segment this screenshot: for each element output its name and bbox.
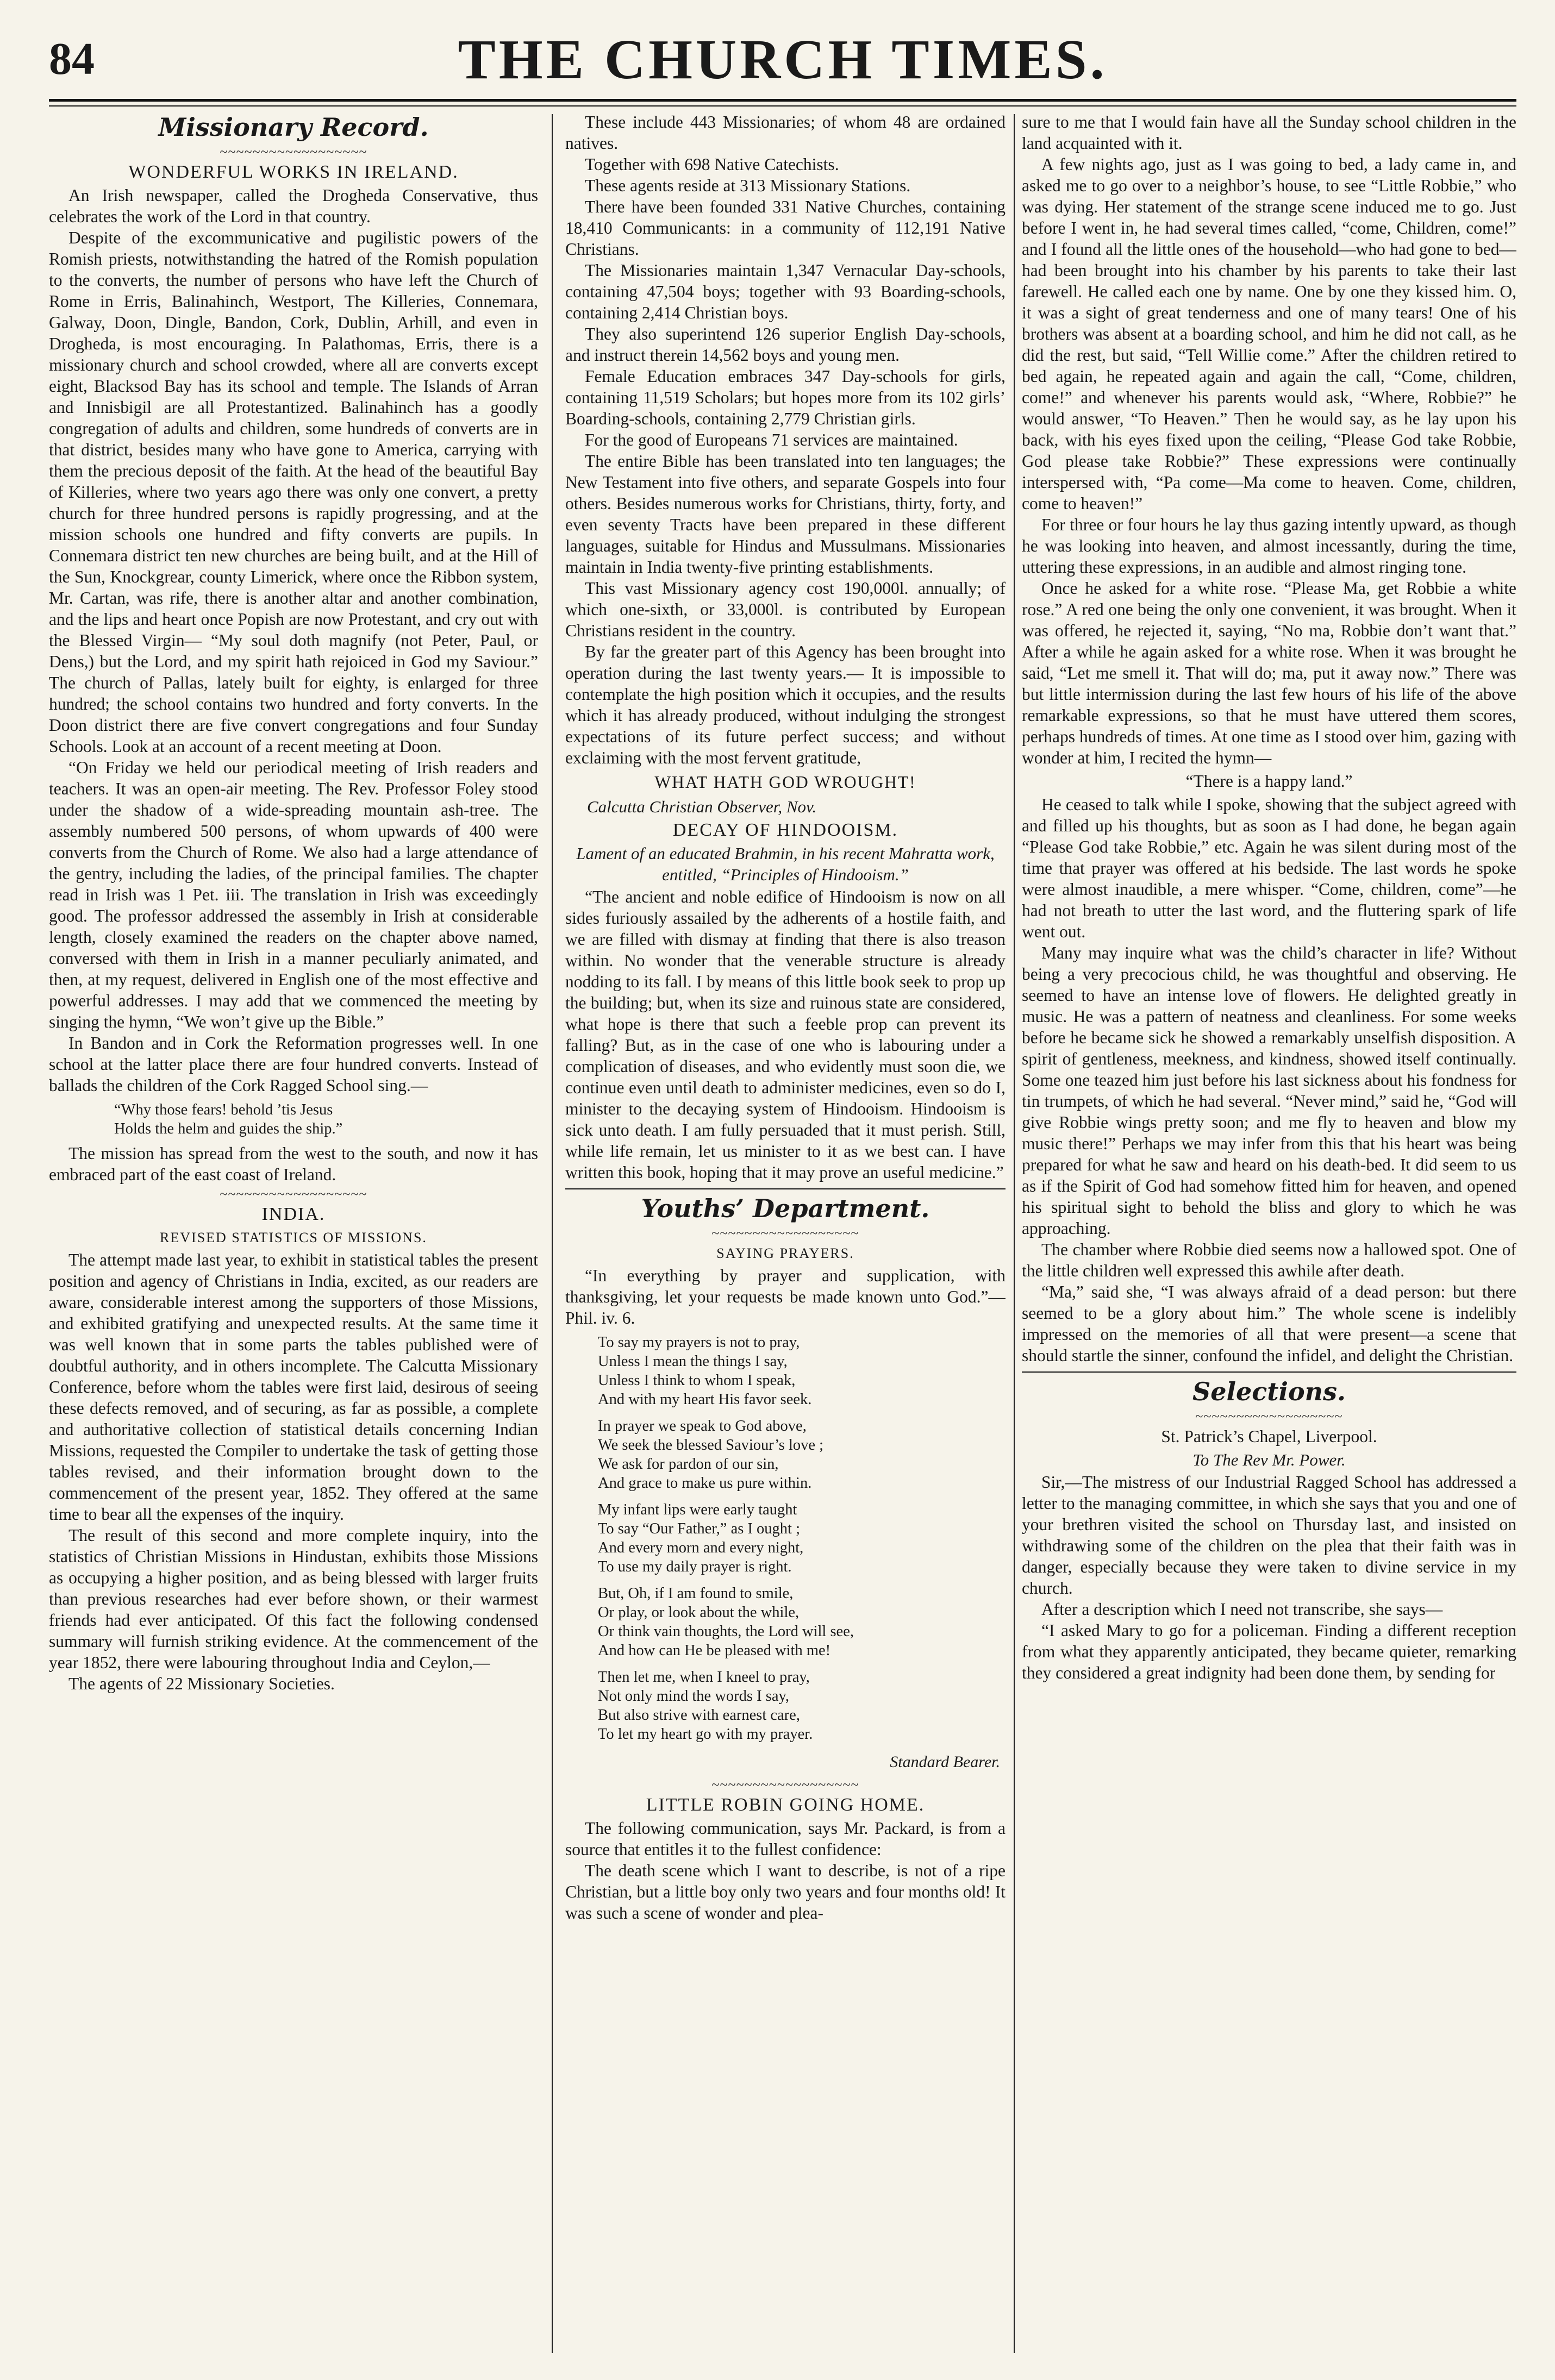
paragraph: Once he asked for a white rose. “Please Ma, get Robbie a white rose.” A red one being the only one convenient, it was brought. When it was offered, he rejected it, saying, “No ma, Robbie don’t want that.” After a while he again asked for a white rose. When it was brought he said, “Let me smell it. That will do; ma, put it away now.” There was but little intermission during the last few hours of his life of the above remarkable expressions, so that he must have uttered them scores, perhaps hundreds of times. At one time as I stood over him, gazing with wonder at him, I recited the hymn—	[1022, 579, 1516, 767]
paragraph: For the good of Europeans 71 services are maintained.	[585, 430, 958, 449]
paragraph: “I asked Mary to go for a policeman. Finding a different reception from what they apparently anticipated, they became quieter, remarking they considered a great indignity had been done them, by sending for	[1022, 1621, 1516, 1682]
masthead-title: THE CHURCH TIMES.	[458, 28, 1108, 91]
article-subtitle: REVISED STATISTICS OF MISSIONS.	[160, 1230, 427, 1245]
paragraph: An Irish newspaper, called the Drogheda Conservative, thus celebrates the work of the Lord in that country.	[49, 186, 538, 226]
source-attribution: Calcutta Christian Observer, Nov.	[587, 797, 817, 816]
poem-line: To say my prayers is not to pray,	[598, 1334, 800, 1351]
paragraph: By far the greater part of this Agency has been brought into operation during the last twenty years.— It is impossible to contemplate the high position which it occupies, and the results which it has already produced, without indulging the strongest expectations of its future perfect success; and without exclaiming with the most fervent gratitude,	[565, 642, 1006, 767]
poem-line: And how can He be pleased with me!	[598, 1642, 831, 1659]
poem-stanza	[598, 1584, 1006, 1660]
ornament-divider: ~~~~~~~~~~~~~~~~~~	[220, 1186, 367, 1202]
poem-line: My infant lips were early taught	[598, 1501, 797, 1518]
poem-line: Not only mind the words I say,	[598, 1688, 789, 1705]
paragraph: The death scene which I want to describe, is not of a ripe Christian, but a little boy only two years and four months old! It was such a scene of wonder and plea-	[565, 1861, 1006, 1922]
paragraph: After a description which I need not transcribe, she says—	[1041, 1600, 1443, 1619]
section-rule	[1022, 1371, 1516, 1373]
section-title-missionary-record: Missionary Record.	[158, 112, 429, 142]
paragraph: The agents of 22 Missionary Societies.	[68, 1674, 335, 1693]
paragraph: They also superintend 126 superior English Day-schools, and instruct therein 14,562 boys and young men.	[565, 324, 1006, 365]
article-title-little-robin: LITTLE ROBIN GOING HOME.	[646, 1795, 925, 1815]
paragraph: This vast Missionary agency cost 190,000l. annually; of which one-sixth, or 33,000l. is contributed by European Christians resident in the country.	[565, 579, 1006, 640]
paragraph: The Missionaries maintain 1,347 Vernacular Day-schools, containing 47,504 boys; together with 93 Boarding-schools, containing 2,414 Christian boys.	[565, 261, 1006, 322]
article-intro: Lament of an educated Brahmin, in his recent Mahratta work, entitled, “Principles of Hindooism.”	[576, 844, 995, 884]
ornament-divider: ~~~~~~~~~~~~~~~~~~	[711, 1225, 859, 1241]
poem-line: We seek the blessed Saviour’s love ;	[598, 1437, 824, 1454]
paragraph: For three or four hours he lay thus gazing intently upward, as though he was looking into heaven, and almost incessantly, during the time, uttering these expressions, in an audible and almost ringing tone.	[1022, 515, 1516, 577]
poem	[598, 1333, 1006, 1744]
paragraph: Female Education embraces 347 Day-schools for girls, containing 11,519 Scholars; but hopes more from its 102 girls’ Boarding-schools, containing 2,779 Christian girls.	[565, 367, 1006, 428]
ornament-divider: ~~~~~~~~~~~~~~~~~~	[711, 1777, 859, 1793]
verse-quote	[114, 1100, 538, 1138]
poem-line: Or think vain thoughts, the Lord will see,	[598, 1623, 854, 1640]
page-header	[49, 22, 1516, 98]
paragraph: Despite of the excommunicative and pugilistic powers of the Romish priests, notwithstanding the hatred of the Romish population to the converts, the number of persons who have left the Church of Rome in Erris, Balinahinch, Westport, The Killeries, Connemara, Galway, Doon, Dingle, Bandon, Cork, Dublin, Arhill, and even in Drogheda, is most encouraging. In Palathomas, Erris, there is a missionary church and school crowded, where all are converts except eight, Blacksod Bay has its school and temple. The Islands of Arran and Innisbigil are all Protestantized. Balinahinch has a goodly congregation of adults and children, some hundreds of converts are in that district, besides many who have gone to America, carrying with them the precious deposit of the faith. At the head of the beautiful Bay of Killeries, where two years ago there was only one convert, a pretty church for three hundred persons is rapidly progressing, and at the mission schools one hundred and fifty converts are pupils. In Connemara district ten new churches are being built, and at the Hill of the Sun, Knockgrear, county Limerick, where once the Ribbon system, Mr. Cartan, was rife, there is another altar and another combination, and the lips and heart once Popish are now Protestant, and cry out with the Blessed Virgin— “My soul doth magnify (not Peter, Paul, or Dens,) but the Lord, and my spirit hath rejoiced in God my Saviour.” The church of Pallas, lately built for eighty, is enlarged for three hundred; the school contains two hundred and forty converts. In the Doon district there are five convert congregations and four Sunday Schools. Look at an account of a recent meeting at Doon.	[49, 228, 538, 756]
section-rule	[565, 1188, 1006, 1189]
poem-line: Then let me, when I kneel to pray,	[598, 1669, 810, 1686]
poem-line: And every morn and every night,	[598, 1539, 804, 1556]
paragraph: These agents reside at 313 Missionary Stations.	[585, 176, 911, 195]
article-title-saying-prayers: SAYING PRAYERS.	[716, 1245, 854, 1261]
section-title-youths: Youths’ Department.	[641, 1194, 930, 1223]
paragraph: Many may inquire what was the child’s character in life? Without being a very precocious child, he was thoughtful and observing. He seemed to have an intense love of flowers. He delighted greatly in music. He was a pattern of neatness and cleanliness. For some weeks before he became sick he showed a remarkably unselfish disposition. A spirit of gentleness, meekness, and kindness, showed itself continually. Some one teazed him just before his last sickness about his fondness for tin trumpets, of which he had several. “Never mind,” said he, “God will give Robbie wings pretty soon; and me fly to heaven and blow my music there!” Perhaps we may infer from this that his heart was being prepared for what he saw and heard on his death-bed. It did seem to us as if the Spirit of God had somehow fitted him for heaven, and opened his spiritual sight to behold the bliss and glory to which he was approaching.	[1022, 943, 1516, 1238]
column-divider	[1014, 114, 1015, 2353]
poem-line: And grace to make us pure within.	[598, 1475, 812, 1492]
article-title-ireland: WONDERFUL WORKS IN IRELAND.	[128, 162, 459, 182]
poem-line: To say “Our Father,” as I ought ;	[598, 1520, 801, 1537]
article-title-india: INDIA.	[261, 1204, 326, 1224]
stats-closing-line: WHAT HATH GOD WROUGHT!	[654, 773, 916, 792]
poem-line: In prayer we speak to God above,	[598, 1418, 807, 1435]
paragraph: The attempt made last year, to exhibit in statistical tables the present position and agency of Christians in India, excited, as our readers are aware, considerable interest among the supporters of those Missions, and exhibited gratifying and unexpected results. At the same time it was well known that in some parts the tables published were of doubtful authority, and in others incomplete. The Calcutta Missionary Conference, before whom the tables were first laid, desirous of seeing these defects removed, and of securing, as far as possible, a complete and authoritative collection of statistical details concerning Indian Missions, requested the Compiler to undertake the task of getting those tables revised, and their information brought down to the commencement of the present year, 1852. They offered at the same time to bear all the expenses of the inquiry.	[49, 1250, 538, 1524]
poem-line: Unless I mean the things I say,	[598, 1353, 788, 1370]
ornament-divider: ~~~~~~~~~~~~~~~~~~	[1195, 1408, 1343, 1424]
column-3	[1022, 111, 1516, 2361]
paragraph: “The ancient and noble edifice of Hindooism is now on all sides furiously assailed by the adherents of a hostile faith, and we are filled with dismay at finding that there is also treason within. No wonder that the venerable structure is already nodding to its fall. I by means of this little book seek to prop up the building; but, when its size and ruinous state are considered, what hope is there that such a feeble prop can prevent its falling? But, as in the case of one who is labouring under a complication of diseases, and who evidently must soon die, we continue even until death to administer medicines, even so do I, minister to the decaying system of Hindooism. Hindooism is sick unto death. I am fully persuaded that it must perish. Still, while life remain, let us minister to it as we best can. I have written this book, hoping that it may prove an useful medicine.”	[565, 887, 1006, 1182]
paragraph: The mission has spread from the west to the south, and now it has embraced part of the east coast of Ireland.	[49, 1144, 538, 1184]
column-2	[565, 111, 1006, 2361]
paragraph: The entire Bible has been translated into ten languages; the New Testament into five others, and separate Gospels into four others. Besides numerous works for Christians, thirty, forty, and even seventy Tracts have been prepared in these different languages, suitable for Hindus and Mussulmans. Missionaries maintain in India twenty-five printing establishments.	[565, 452, 1006, 577]
poem-stanza	[598, 1417, 1006, 1493]
paragraph: He ceased to talk while I spoke, showing that the subject agreed with and filled up his thoughts, but as soon as I had done, he began again “Please God take Robbie,” etc. Again he was silent during most of the time that prayer was offered at his bedside. The last words he spoke were almost inaudible, a mere whisper. “Come, children, come”—he had not breath to utter the last word, and the fluttering spark of life went out.	[1022, 795, 1516, 941]
poem-line: But, Oh, if I am found to smile,	[598, 1585, 794, 1602]
verse-line: Holds the helm and guides the ship.”	[114, 1120, 343, 1137]
paragraph: There have been founded 331 Native Churches, containing 18,410 Communicants: in a community of 112,191 Native Christians.	[565, 197, 1006, 259]
poem-line: We ask for pardon of our sin,	[598, 1456, 779, 1473]
poem-stanza	[598, 1333, 1006, 1409]
poem-line: And with my heart His favor seek.	[598, 1391, 812, 1408]
paragraph: A few nights ago, just as I was going to bed, a lady came in, and asked me to go over to a neighbor’s house, to see “Little Robbie,” who was dying. Her statement of the strange scene induced me to go. Just before I went in, he had several times called, “come, Children, come!” and I found all the little ones of the household—who had gone to bed—had been brought into his chamber by his parents to take their last farewell. He called each one by name. One by one they kissed him. O, it was a sight of great tenderness and one of many tears! One of his brothers was absent at a boarding school, and him he did not call, as he did the rest, but said, “Tell Willie come.” After the children retired to bed again, he repeated again and again the call, “Come, children, come!” and whenever his parents would ask, “Where, Robbie?” he would answer, “To Heaven.” Then he would say, as he lay upon his back, with his eyes fixed upon the ceiling, “Please God take Robbie, God please take Robbie?” These expressions were continually interspersed with, “Pa come—Ma come to heaven. Come, children, come to heaven!”	[1022, 155, 1516, 513]
section-title-selections: Selections.	[1192, 1377, 1346, 1406]
poem-line: Unless I think to whom I speak,	[598, 1372, 796, 1389]
verse-line: “Why those fears! behold ’tis Jesus	[114, 1101, 333, 1118]
poem-attribution: Standard Bearer.	[890, 1753, 1000, 1771]
page-number: 84	[49, 34, 95, 84]
article-title-st-patricks: St. Patrick’s Chapel, Liverpool.	[1161, 1427, 1377, 1446]
paragraph: “On Friday we held our periodical meeting of Irish readers and teachers. It was an open-air meeting. The Rev. Professor Foley stood under the shadow of a wide-spreading mountain ash-tree. The assembly numbered 500 persons, of whom upwards of 400 were converts from the Church of Rome. We also had a large attendance of the gentry, including the ladies, of the principal families. The chapter read in Irish was 1 Pet. iii. The translation in Irish was exceedingly good. The professor addressed the assembly in Irish at considerable length, closely examined the readers on the chapter above named, conversed with them in Irish in a manner peculiarly animated, and then, at my request, delivered in English one of the most effective and powerful addresses. I may add that we commenced the meeting by singing the hymn, “We won’t give up the Bible.”	[49, 758, 538, 1031]
header-rule-thin	[49, 105, 1516, 107]
ornament-divider: ~~~~~~~~~~~~~~~~~~	[220, 144, 367, 160]
paragraph: The following communication, says Mr. Packard, is from a source that entitles it to the fullest confidence:	[565, 1819, 1006, 1859]
article-title-hindooism: DECAY OF HINDOOISM.	[672, 820, 898, 840]
poem-line: To use my daily prayer is right.	[598, 1558, 792, 1575]
epigraph: “In everything by prayer and supplication, with thanksgiving, let your requests be made known unto God.”— Phil. iv. 6.	[565, 1266, 1006, 1327]
hymn-line: “There is a happy land.”	[1185, 772, 1353, 791]
poem-line: Or play, or look about the while,	[598, 1604, 800, 1621]
poem-stanza	[598, 1500, 1006, 1576]
letter-addressee: To The Rev Mr. Power.	[1192, 1450, 1346, 1469]
poem-stanza	[598, 1668, 1006, 1744]
poem-line: But also strive with earnest care,	[598, 1707, 800, 1724]
paragraph: sure to me that I would fain have all the Sunday school children in the land acquainted with it.	[1022, 112, 1516, 153]
header-rule	[49, 99, 1516, 102]
column-1	[49, 111, 538, 2361]
paragraph: These include 443 Missionaries; of whom 48 are ordained natives.	[565, 112, 1006, 153]
paragraph: Together with 698 Native Catechists.	[585, 155, 839, 174]
paragraph: Sir,—The mistress of our Industrial Ragged School has addressed a letter to the managing committee, in which she says that you and one of your brethren visited the school on Thursday last, and insisted on withdrawing some of the children on the plea that their faith was in danger, especially because they were taken to divine service in my church.	[1022, 1473, 1516, 1598]
paragraph: The result of this second and more complete inquiry, into the statistics of Christian Missions in Hindustan, exhibits those Missions as occupying a higher position, and as being blessed with larger fruits than previous researches had ever before shown, or their warmest friends had ever anticipated. Of this fact the following condensed summary will furnish striking evidence. At the commencement of the year 1852, there were labouring throughout India and Ceylon,—	[49, 1526, 538, 1672]
column-divider	[552, 114, 553, 2353]
paragraph: In Bandon and in Cork the Reformation progresses well. In one school at the latter place there are four hundred converts. Instead of ballads the children of the Cork Ragged School sing.—	[49, 1034, 538, 1095]
poem-line: To let my heart go with my prayer.	[598, 1726, 813, 1743]
paragraph: “Ma,” said she, “I was always afraid of a dead person: but there seemed to be a glory about him.” The whole scene is indelibly impressed on the memories of all that were present—a scene that should startle the sinner, confound the infidel, and delight the Christian.	[1022, 1282, 1516, 1365]
paragraph: The chamber where Robbie died seems now a hallowed spot. One of the little children well expressed this awhile after death.	[1022, 1240, 1516, 1280]
